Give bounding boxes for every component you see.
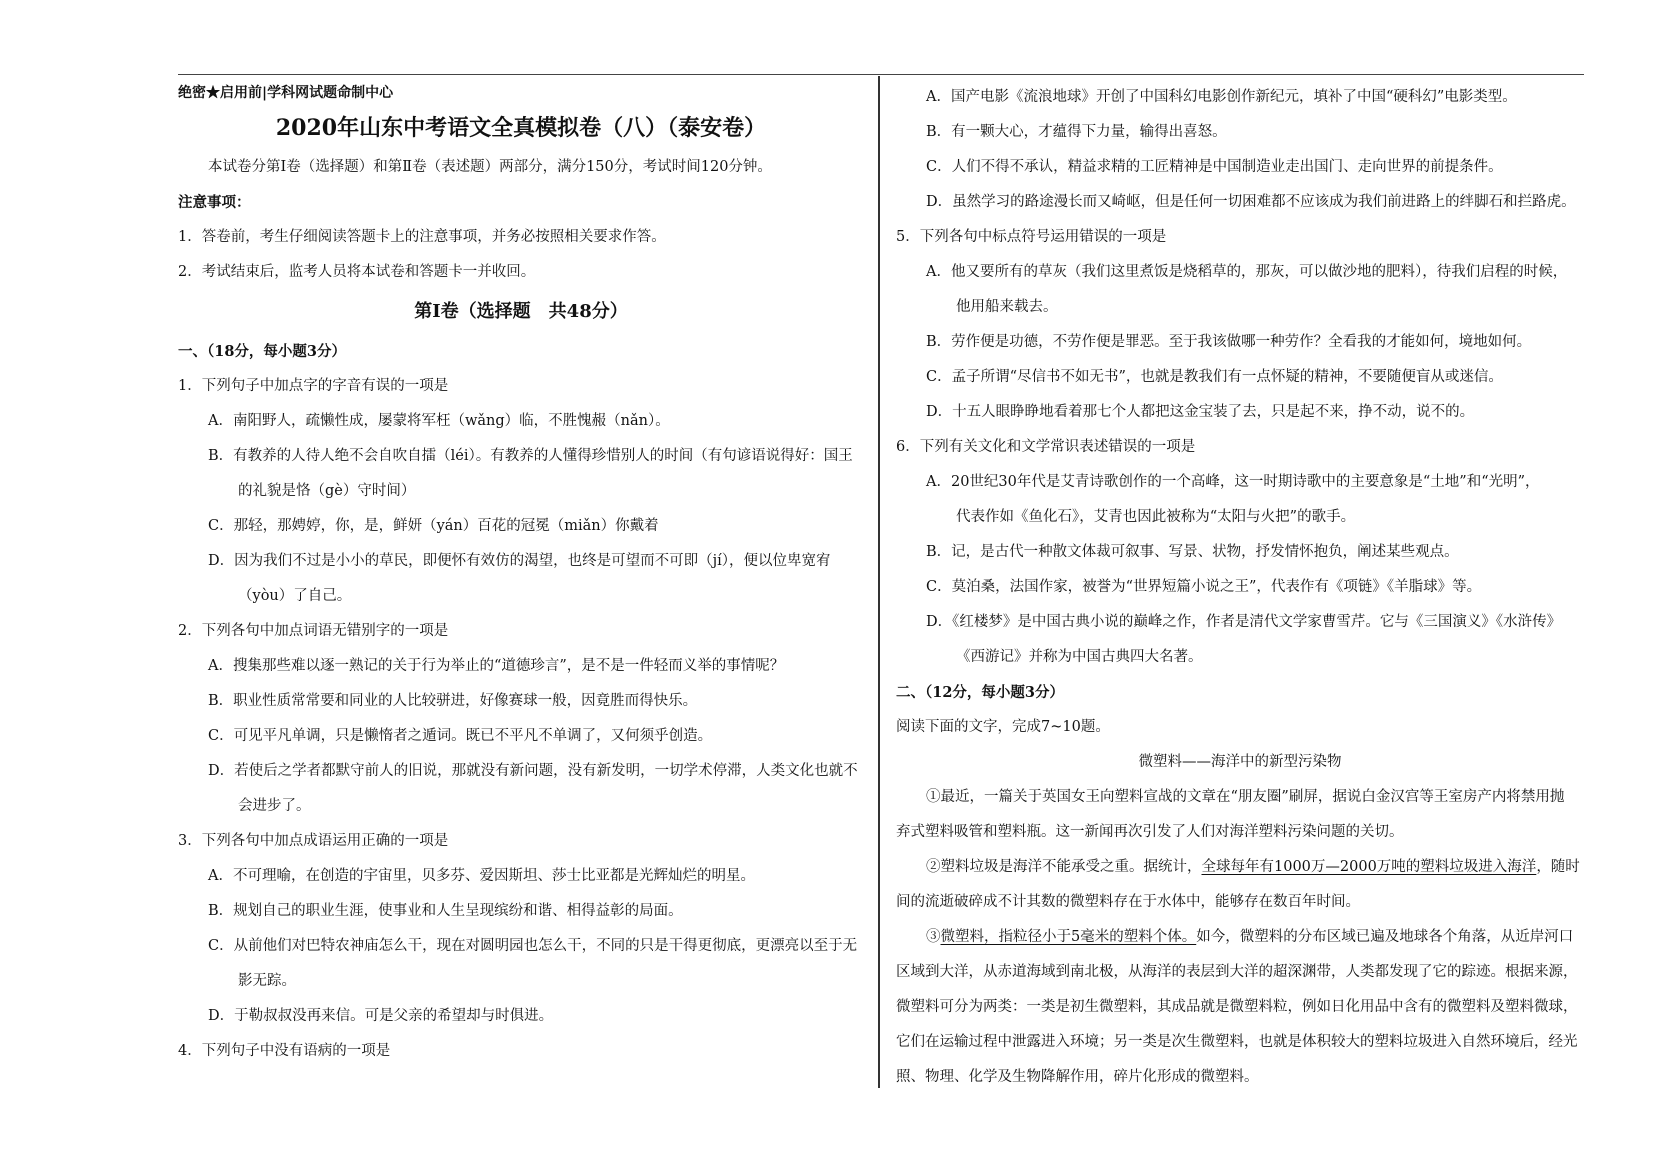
paragraph-line: 它们在运输过程中泄露进入环境；另一类是次生微塑料，也就是体积较大的塑料垃圾进入自然环境后，经光 [896,1034,1578,1050]
paragraph-line: 弃式塑料吸管和塑料瓶。这一新闻再次引发了人们对海洋塑料污染问题的关切。 [896,824,1404,840]
question-4-stem: 4．下列句子中没有语病的一项是 [178,1043,391,1059]
volume1-title: 第Ⅰ卷（选择题 共48分） [414,301,628,322]
option-d-cont: 《西游记》并称为中国古典四大名著。 [956,649,1203,665]
question-3 [178,824,864,1034]
option-a: A．不可理喻，在创造的宇宙里，贝多芬、爱因斯坦、莎士比亚都是光辉灿烂的明星。 [208,868,755,884]
option-b: B．规划自己的职业生涯，使事业和人生呈现缤纷和谐、相得益彰的局面。 [208,903,683,919]
question-stem: 5．下列各句中标点符号运用错误的一项是 [896,229,1167,245]
option-d: D．《红楼梦》是中国古典小说的巅峰之作，作者是清代文学家曹雪芹。它与《三国演义》《水浒传》 [926,614,1562,630]
notice-item: 2．考试结束后，监考人员将本试卷和答题卡一并收回。 [178,264,536,280]
option-a: A．搜集那些难以逐一熟记的关于行为举止的“道德珍言”，是不是一件轻而义举的事情呢？ [208,658,785,674]
reading-instruction: 阅读下面的文字，完成7~10题。 [896,719,1110,735]
option-d: D．虽然学习的路途漫长而又崎岖，但是任何一切困难都不应该成为我们前进路上的绊脚石和拦路虎。 [926,194,1576,210]
option-c: C．从前他们对巴特农神庙怎么干，现在对圆明园也怎么干，不同的只是干得更彻底，更漂亮以至于无 [208,938,858,954]
option-d: D．若使后之学者都默守前人的旧说，那就没有新问题，没有新发明，一切学术停滞，人类文化也就不 [208,763,858,779]
paragraph-text: ，随时 [1536,859,1580,875]
option-d: D．因为我们不过是小小的草民，即便怀有效仿的渴望，也终是可望而不可即（jí），便以位卑宽宥 [208,553,831,569]
paragraph-line [896,920,1584,955]
option-b: B．有教养的人待人绝不会自吹自擂（léi）。有教养的人懂得珍惜别人的时间（有句谚语说得好：国王 [208,448,853,464]
paragraph-line: 间的流逝破碎成不计其数的微塑料存在于水体中，能够存在数百年时间。 [896,894,1360,910]
question-6 [896,430,1584,675]
option-c: C．孟子所谓“尽信书不如无书”，也就是教我们有一点怀疑的精神，不要随便盲从或迷信。 [926,369,1503,385]
column-divider [878,76,880,1088]
option-c: C．人们不得不承认，精益求精的工匠精神是中国制造业走出国门、走向世界的前提条件。 [926,159,1503,175]
article-body [896,780,1584,1095]
paragraph-line: 区域到大洋，从赤道海域到南北极，从海洋的表层到大洋的超深渊带，人类都发现了它的踪迹。根据来源， [896,964,1578,980]
option-b: B．劳作便是功德，不劳作便是罪恶。至于我该做哪一种劳作？全看我的才能如何，境地如何。 [926,334,1532,350]
question-stem: 6．下列有关文化和文学常识表述错误的一项是 [896,439,1196,455]
option-a: A．20世纪30年代是艾青诗歌创作的一个高峰，这一时期诗歌中的主要意象是“土地”和“光明”， [926,474,1540,490]
option-c: C．可见平凡单调，只是懒惰者之遁词。既已不平凡不单调了，又何须乎创造。 [208,728,713,744]
option-a: A．国产电影《流浪地球》开创了中国科幻电影创作新纪元，填补了中国“硬科幻”电影类型。 [926,89,1517,105]
exam-intro: 本试卷分第Ⅰ卷（选择题）和第Ⅱ卷（表述题）两部分，满分150分，考试时间120分钟。 [208,159,772,175]
paragraph-text: ③ [926,929,941,945]
exam-title: 2020年山东中考语文全真模拟卷（八）（泰安卷） [275,115,767,141]
option-b-cont: 的礼貌是恪（gè）守时间） [238,483,416,499]
question-4-options [896,80,1584,220]
option-b: B．有一颗大心，才蕴得下力量，输得出喜怒。 [926,124,1227,140]
option-a: A．南阳野人，疏懒性成，屡蒙将军枉（wǎng）临，不胜愧赧（nǎn）。 [208,413,670,429]
notice-heading: 注意事项： [178,194,251,211]
paragraph-line: ①最近，一篇关于英国女王向塑料宣战的文章在“朋友圈”刷屏，据说白金汉宫等王室房产内将禁用抛 [926,789,1565,805]
paragraph-line: 照、物理、化学及生物降解作用，碎片化形成的微塑料。 [896,1069,1259,1085]
paragraph-line: 微塑料可分为两类：一类是初生微塑料，其成品就是微塑料粒，例如日化用品中含有的微塑料及塑料微球， [896,999,1578,1015]
top-rule [178,74,1584,75]
option-d: D．十五人眼睁睁地看着那七个人都把这金宝装了去，只是起不来，挣不动，说不的。 [926,404,1475,420]
option-d-cont: 会进步了。 [238,798,311,814]
option-c: C．那轻，那娉婷，你，是，鲜妍（yán）百花的冠冕（miǎn）你戴着 [208,518,659,534]
paragraph-text: 如今，微塑料的分布区域已遍及地球各个角落，从近岸河口 [1196,929,1574,945]
section2-label: 二、（12分，每小题3分） [896,684,1065,701]
underlined-text: 微塑料，指粒径小于5毫米的塑料个体。 [940,929,1197,945]
question-5 [896,220,1584,430]
option-b: B．职业性质常常要和同业的人比较骈进，好像赛球一般，因竟胜而得快乐。 [208,693,698,709]
right-column [896,80,1584,1095]
option-c-cont: 影无踪。 [238,973,296,989]
option-a: A．他又要所有的草灰（我们这里煮饭是烧稻草的，那灰，可以做沙地的肥料），待我们启程的时候， [926,264,1568,280]
underlined-text: 全球每年有1000万—2000万吨的塑料垃圾进入海洋 [1201,859,1537,875]
question-1 [178,369,864,614]
question-stem: 2．下列各句中加点词语无错别字的一项是 [178,623,449,639]
paragraph-text: ②塑料垃圾是海洋不能承受之重。据统计， [926,859,1202,875]
option-a-cont: 代表作如《鱼化石》，艾青也因此被称为“太阳与火把”的歌手。 [956,509,1356,525]
question-stem: 1．下列句子中加点字的字音有误的一项是 [178,378,449,394]
question-2 [178,614,864,824]
section1-label: 一、（18分，每小题3分） [178,343,347,360]
left-column [178,80,864,1069]
secret-label: 绝密★启用前|学科网试题命制中心 [178,85,394,101]
article-title: 微塑料——海洋中的新型污染物 [1138,754,1342,770]
option-b: B．记，是古代一种散文体裁可叙事、写景、状物，抒发情怀抱负，阐述某些观点。 [926,544,1459,560]
option-a-cont: 他用船来载去。 [956,299,1058,315]
notice-item: 1．答卷前，考生仔细阅读答题卡上的注意事项，并务必按照相关要求作答。 [178,229,666,245]
option-d-cont: （yòu）了自己。 [238,588,352,604]
question-stem: 3．下列各句中加点成语运用正确的一项是 [178,833,449,849]
option-c: C．莫泊桑，法国作家，被誉为“世界短篇小说之王”，代表作有《项链》《羊脂球》等。 [926,579,1482,595]
paragraph-line [896,850,1584,885]
option-d: D．于勒叔叔没再来信。可是父亲的希望却与时俱进。 [208,1008,554,1024]
